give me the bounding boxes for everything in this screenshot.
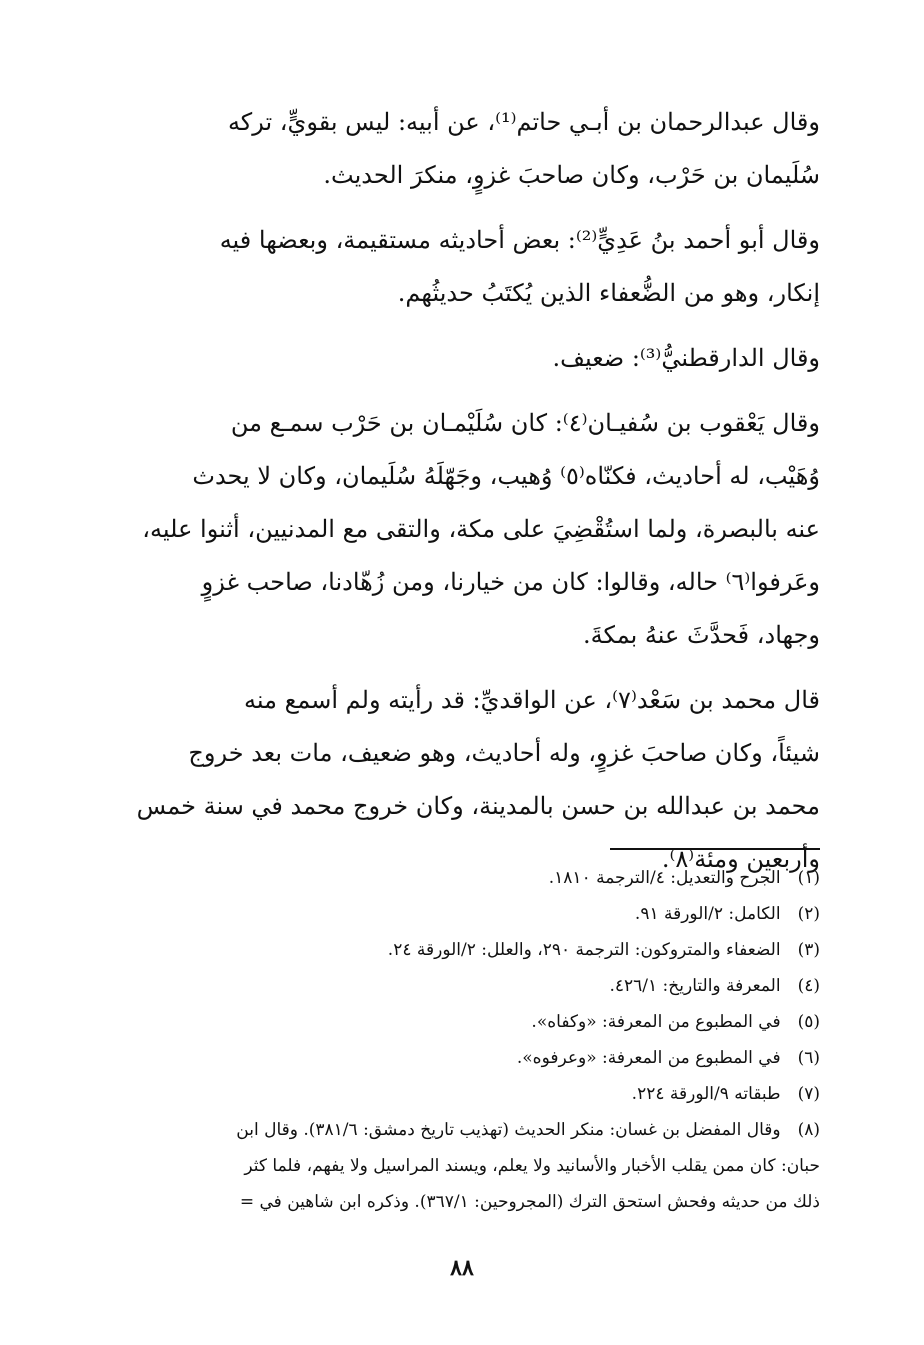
paragraph-daraqutni <box>90 332 820 385</box>
footnote-number: (١) <box>797 868 820 888</box>
footnote-number: (٣) <box>797 940 820 960</box>
footnote-number: (٦) <box>797 1048 820 1068</box>
footnote <box>72 896 820 932</box>
page-number: ٨٨ <box>450 1255 474 1281</box>
footnote <box>72 1112 820 1220</box>
footnote-text: الجرح والتعديل: ٤/الترجمة ١٨١٠. <box>548 868 781 888</box>
text-line: وُهَيْب، له أحاديث، فكنّاه⁽٥⁾ وُهيب، وجَهّلَهُ سُلَيمان، وكان لا يحدث <box>192 462 820 490</box>
footnote-text: الضعفاء والمتروكون: الترجمة ٢٩٠، والعلل: ٢/الورقة ٢٤. <box>387 940 781 960</box>
text-line: وأربعين ومئة⁽٨⁾. <box>661 845 820 873</box>
footnote-number: (٨) <box>797 1120 820 1140</box>
footnote <box>72 1076 820 1112</box>
footnotes <box>72 860 820 1220</box>
footnote-text: الكامل: ٢/الورقة ٩١. <box>634 904 781 924</box>
text-line: عنه بالبصرة، ولما استُقْضِيَ على مكة، والتقى مع المدنيين، أثنوا عليه، <box>142 515 820 543</box>
paragraph-ibn-adi <box>90 214 820 320</box>
footnote <box>72 1004 820 1040</box>
footnote-text: المعرفة والتاريخ: ٤٢٦/١. <box>609 976 781 996</box>
footnote-text: في المطبوع من المعرفة: «وعرفوه». <box>516 1048 781 1068</box>
footnote-number: (٧) <box>797 1084 820 1104</box>
text-line: محمد بن عبدالله بن حسن بالمدينة، وكان خروج محمد في سنة خمس <box>136 792 820 820</box>
paragraph-abu-hatim <box>90 96 820 202</box>
footnote-number: (٥) <box>797 1012 820 1032</box>
paragraph-ibn-sad <box>90 674 820 886</box>
main-text <box>90 96 820 898</box>
text-line: وجهاد، فَحدَّثَ عنهُ بمكةَ. <box>582 621 820 649</box>
footnote-text-continued: ذلك من حديثه وفحش استحق الترك (المجروحين: ٣٦٧/١). وذكره ابن شاهين في = <box>239 1192 820 1212</box>
footnote-separator <box>610 848 820 850</box>
text-line: وعَرفوا⁽٦⁾ حاله، وقالوا: كان من خيارنا، ومن زُهّادنا، صاحب غزوٍ <box>201 568 820 596</box>
footnote <box>72 968 820 1004</box>
footnote-number: (٤) <box>797 976 820 996</box>
footnote-text: في المطبوع من المعرفة: «وكفاه». <box>531 1012 781 1032</box>
text-line: إنكار، وهو من الضُّعفاء الذين يُكتَبُ حديثُهم. <box>397 279 820 307</box>
text-line: وقال الدارقطنيُّ⁽³⁾: ضعيف. <box>552 344 820 372</box>
text-line: قال محمد بن سَعْد⁽٧⁾، عن الواقديِّ: قد رأيته ولم أسمع منه <box>244 686 820 714</box>
text-line: شيئاً، وكان صاحبَ غزوٍ، وله أحاديث، وهو ضعيف، مات بعد خروج <box>188 739 820 767</box>
footnote-number: (٢) <box>797 904 820 924</box>
text-line: سُلَيمان بن حَرْب، وكان صاحبَ غزوٍ، منكرَ الحديث. <box>323 161 820 189</box>
footnote-text: طبقاته ٩/الورقة ٢٢٤. <box>631 1084 781 1104</box>
footnote-text: وقال المفضل بن غسان: منكر الحديث (تهذيب تاريخ دمشق: ٣٨١/٦). وقال ابن <box>236 1120 781 1140</box>
footnote <box>72 932 820 968</box>
paragraph-yaqub <box>90 397 820 662</box>
footnote-text-continued: حبان: كان ممن يقلب الأخبار والأسانيد ولا يعلم، ويسند المراسيل ولا يفهم، فلما كثر <box>244 1156 820 1176</box>
text-line: وقال أبو أحمد بنُ عَدِيٍّ⁽²⁾: بعض أحاديثه مستقيمة، وبعضها فيه <box>219 226 820 254</box>
text-line: وقال عبدالرحمان بن أبـي حاتم⁽¹⁾، عن أبيه: ليس بقويٍّ، تركه <box>227 108 820 136</box>
text-line: وقال يَعْقوب بن سُفيـان⁽٤⁾: كان سُلَيْمـان بن حَرْب سمـع من <box>230 409 820 437</box>
footnote <box>72 1040 820 1076</box>
footnote <box>72 860 820 896</box>
